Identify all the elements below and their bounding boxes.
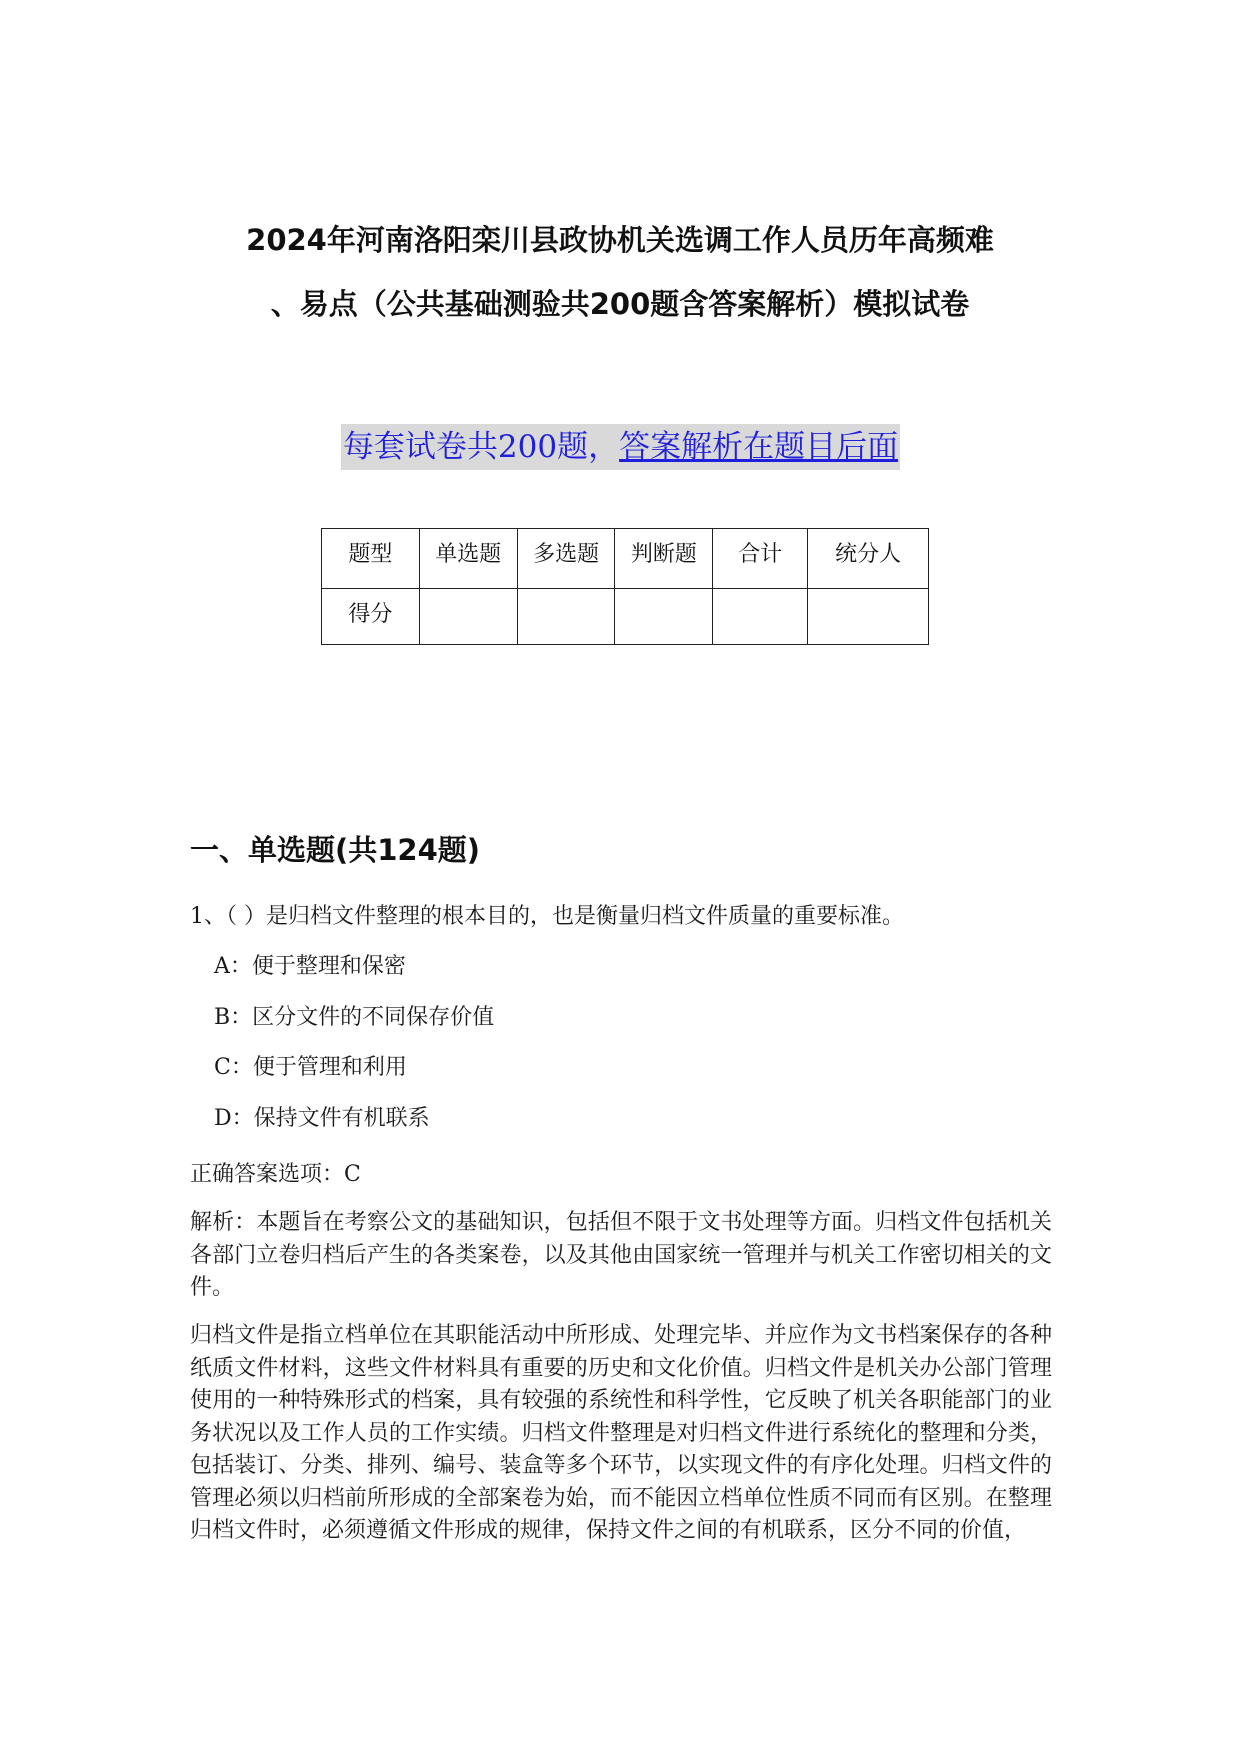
option-a[interactable]: A：便于整理和保密 (214, 954, 406, 979)
score-cell-single-choice[interactable] (419, 589, 517, 645)
correct-answer: 正确答案选项：C (190, 1162, 361, 1187)
header-cell-total: 合计 (713, 529, 808, 589)
question-stem: 1、（ ）是归档文件整理的根本目的，也是衡量归档文件质量的重要标准。 (190, 904, 904, 929)
document-title-line-2: 、易点（公共基础测验共200题含答案解析）模拟试卷 (270, 287, 970, 321)
answer-notice-link[interactable]: 答案解析在题目后面 (619, 429, 899, 465)
score-table (321, 528, 929, 645)
score-table-header-row (322, 529, 929, 589)
score-cell-total[interactable] (713, 589, 808, 645)
answer-notice (341, 424, 900, 470)
analysis-paragraph-1: 解析：本题旨在考察公文的基础知识，包括但不限于文书处理等方面。归档文件包括机关各部门立卷归档后产生的各类案卷，以及其他由国家统一管理并与机关工作密切相关的文件。 (190, 1210, 1052, 1300)
header-cell-type: 题型 (322, 529, 420, 589)
document-title-line-1: 2024年河南洛阳栾川县政协机关选调工作人员历年高频难 (246, 223, 994, 257)
answer-notice-text: 每套试卷共200题， (342, 429, 620, 465)
score-cell-multiple-choice[interactable] (517, 589, 615, 645)
option-d[interactable]: D：保持文件有机联系 (214, 1106, 430, 1131)
section-title: 一、单选题(共124题) (190, 833, 481, 867)
header-cell-true-false: 判断题 (615, 529, 713, 589)
score-table-score-row (322, 589, 929, 645)
document-title (190, 208, 1050, 336)
row-label-score: 得分 (322, 589, 420, 645)
score-cell-scorer[interactable] (808, 589, 929, 645)
score-cell-true-false[interactable] (615, 589, 713, 645)
answer-notice-banner (0, 424, 1241, 470)
analysis-paragraph-2: 归档文件是指立档单位在其职能活动中所形成、处理完毕、并应作为文书档案保存的各种纸质文件材料，这些文件材料具有重要的历史和文化价值。归档文件是机关办公部门管理使用的一种特殊形式的档案，具有较强的系统性和科学性，它反映了机关各职能部门的业务状况以及工作人员的工作实绩。归档文件整理是对归档文件进行系统化的整理和分类，包括装订、分类、排列、编号、装盒等多个环节，以实现文件的有序化处理。归档文件的管理必须以归档前所形成的全部案卷为始，而不能因立档单位性质不同而有区别。在整理归档文件时，必须遵循文件形成的规律，保持文件之间的有机联系，区分不同的价值， (190, 1323, 1052, 1543)
header-cell-scorer: 统分人 (808, 529, 929, 589)
option-b[interactable]: B：区分文件的不同保存价值 (214, 1005, 495, 1030)
option-c[interactable]: C：便于管理和利用 (214, 1055, 407, 1080)
header-cell-multiple-choice: 多选题 (517, 529, 615, 589)
header-cell-single-choice: 单选题 (419, 529, 517, 589)
